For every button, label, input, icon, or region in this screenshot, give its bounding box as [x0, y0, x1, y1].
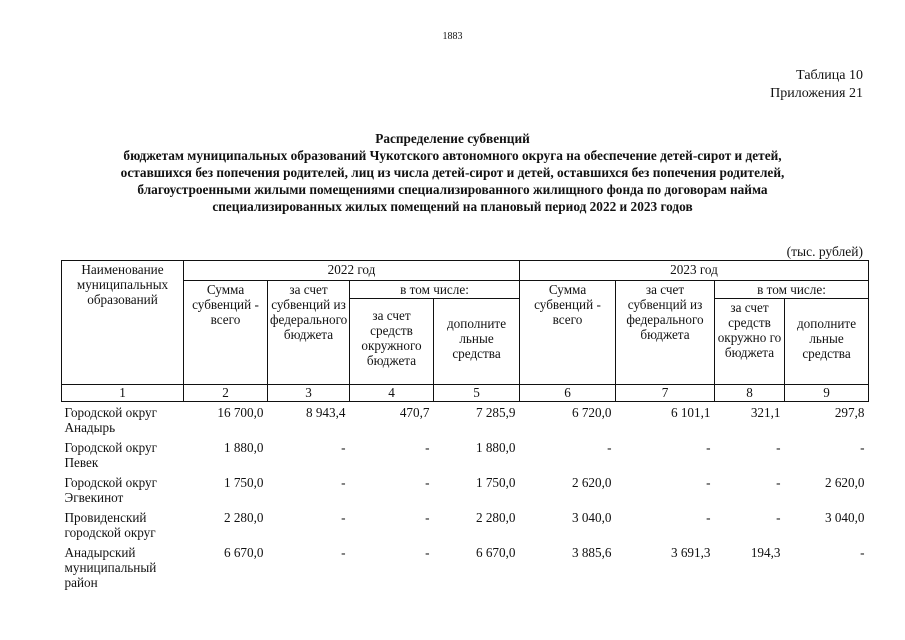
value-cell: 8 943,4 — [305, 405, 346, 420]
header-additional-2022: дополните льные средства — [434, 299, 520, 385]
value-cell: 16 700,0 — [217, 405, 264, 420]
title-line: бюджетам муниципальных образований Чукотского автономного округа на обеспечение детей-сирот и детей, — [123, 148, 782, 163]
value-cell: 3 885,6 — [571, 545, 612, 560]
value-cell: - — [706, 510, 711, 525]
column-number: 2 — [184, 385, 268, 402]
header-federal-2022: за счет субвенций из федерального бюджета — [268, 281, 350, 385]
table-reference — [770, 67, 863, 103]
table-row — [62, 437, 869, 472]
value-cell: - — [776, 440, 781, 455]
page-number: 1883 — [442, 31, 463, 42]
value-cell: - — [706, 475, 711, 490]
title-line: оставшихся без попечения родителей, лиц из числа детей-сирот и детей, оставшихся без попечения родителей, — [120, 165, 785, 180]
value-cell: 3 691,3 — [670, 545, 711, 560]
header-total-2023: Сумма субвенций - всего — [520, 281, 616, 385]
value-cell: 194,3 — [750, 545, 781, 560]
value-cell: 321,1 — [750, 405, 781, 420]
value-cell: - — [425, 510, 430, 525]
header-total-2022: Сумма субвенций - всего — [184, 281, 268, 385]
value-cell: - — [425, 545, 430, 560]
value-cell: 7 285,9 — [475, 405, 516, 420]
table-row — [62, 472, 869, 507]
column-number: 9 — [785, 385, 869, 402]
header-additional-2023: дополните льные средства — [785, 299, 869, 385]
title-line: Распределение субвенций — [375, 131, 530, 146]
value-cell: 1 750,0 — [223, 475, 264, 490]
value-cell: - — [341, 440, 346, 455]
subsidies-table — [61, 260, 869, 592]
value-cell: 1 750,0 — [475, 475, 516, 490]
value-cell: - — [341, 475, 346, 490]
header-name-column: Наименование муниципальных образований — [62, 261, 184, 385]
column-number: 6 — [520, 385, 616, 402]
column-number: 4 — [350, 385, 434, 402]
header-federal-2023: за счет субвенций из федерального бюджета — [616, 281, 715, 385]
value-cell: 297,8 — [834, 405, 865, 420]
title-line: специализированных жилых помещений на плановый период 2022 и 2023 годов — [212, 199, 693, 214]
table-row — [62, 542, 869, 592]
value-cell: - — [425, 440, 430, 455]
value-cell: - — [341, 545, 346, 560]
appendix-number: Приложения 21 — [770, 86, 863, 101]
municipality-name: Городской округ Певек — [64, 440, 158, 470]
table-row — [62, 507, 869, 542]
column-number: 1 — [62, 385, 184, 402]
document-title — [40, 130, 865, 215]
value-cell: 3 040,0 — [571, 510, 612, 525]
header-including-2022: в том числе: — [350, 281, 520, 299]
value-cell: - — [860, 440, 865, 455]
municipality-name: Провиденский городской округ — [64, 510, 156, 540]
column-number: 3 — [268, 385, 350, 402]
title-line: благоустроенными жилыми помещениями специализированного жилищного фонда по договорам найма — [137, 182, 768, 197]
column-number: 7 — [616, 385, 715, 402]
value-cell: 6 670,0 — [475, 545, 516, 560]
value-cell: - — [776, 475, 781, 490]
value-cell: - — [860, 545, 865, 560]
value-cell: 2 620,0 — [824, 475, 865, 490]
header-district-funds-2023: за счет средств окружно го бюджета — [715, 299, 785, 385]
column-number: 5 — [434, 385, 520, 402]
value-cell: 3 040,0 — [824, 510, 865, 525]
header-year-2023: 2023 год — [520, 261, 869, 281]
municipality-name: Городской округ Эгвекинот — [64, 475, 158, 505]
value-cell: 2 620,0 — [571, 475, 612, 490]
value-cell: - — [607, 440, 612, 455]
value-cell: - — [425, 475, 430, 490]
value-cell: - — [341, 510, 346, 525]
table-row — [62, 402, 869, 438]
value-cell: 6 101,1 — [670, 405, 711, 420]
header-district-funds-2022: за счет средств окружного бюджета — [350, 299, 434, 385]
value-cell: - — [776, 510, 781, 525]
table-number: Таблица 10 — [796, 68, 863, 83]
municipality-name: Анадырский муниципальный район — [64, 545, 157, 590]
header-including-2023: в том числе: — [715, 281, 869, 299]
municipality-name: Городской округ Анадырь — [64, 405, 158, 435]
value-cell: 470,7 — [399, 405, 430, 420]
value-cell: 1 880,0 — [223, 440, 264, 455]
units-label: (тыс. рублей) — [786, 244, 863, 259]
value-cell: 6 670,0 — [223, 545, 264, 560]
value-cell: 2 280,0 — [475, 510, 516, 525]
value-cell: 1 880,0 — [475, 440, 516, 455]
header-year-2022: 2022 год — [184, 261, 520, 281]
value-cell: 6 720,0 — [571, 405, 612, 420]
column-number: 8 — [715, 385, 785, 402]
value-cell: - — [706, 440, 711, 455]
value-cell: 2 280,0 — [223, 510, 264, 525]
